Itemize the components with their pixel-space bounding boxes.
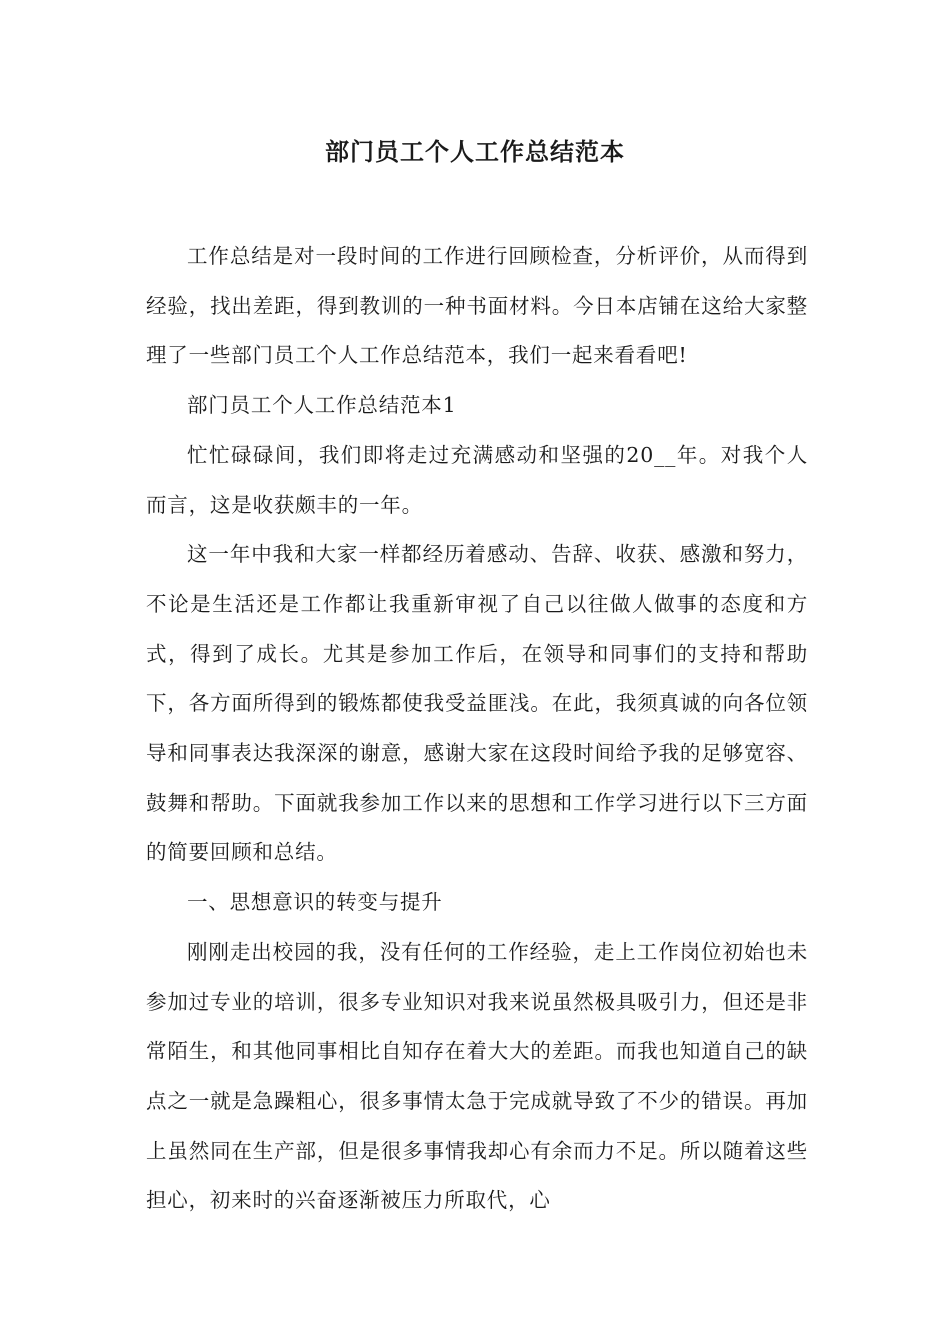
intro-paragraph: 工作总结是对一段时间的工作进行回顾检查，分析评价，从而得到经验，找出差距，得到教训的一种书面材料。今日本店铺在这给大家整理了一些部门员工个人工作总结范本，我们一起来看看吧!: [146, 244, 808, 368]
body-paragraph: 这一年中我和大家一样都经历着感动、告辞、收获、感激和努力，不论是生活还是工作都让我重新审视了自己以往做人做事的态度和方式，得到了成长。尤其是参加工作后，在领导和同事们的支持和帮助下，各方面所得到的锻炼都使我受益匪浅。在此，我须真诚的向各位领导和同事表达我深深的谢意，感谢大家在这段时间给予我的足够宽容、鼓舞和帮助。下面就我参加工作以来的思想和工作学习进行以下三方面的简要回顾和总结。: [146, 542, 808, 865]
body-paragraph: 忙忙碌碌间，我们即将走过充满感动和坚强的20__年。对我个人而言，这是收获颇丰的一年。: [146, 442, 808, 517]
section-heading-sample-1: 部门员工个人工作总结范本1: [187, 393, 457, 418]
body-paragraph: 刚刚走出校园的我，没有任何的工作经验，走上工作岗位初始也未参加过专业的培训，很多专业知识对我来说虽然极具吸引力，但还是非常陌生，和其他同事相比自知存在着大大的差距。而我也知道自己的缺点之一就是急躁粗心，很多事情太急于完成就导致了不少的错误。再加上虽然同在生产部，但是很多事情我却心有余而力不足。所以随着这些担心，初来时的兴奋逐渐被压力所取代，心: [146, 939, 808, 1213]
document-body: [146, 232, 808, 1226]
document-title: 部门员工个人工作总结范本: [325, 137, 625, 166]
section-heading-thinking: 一、思想意识的转变与提升: [187, 890, 443, 915]
